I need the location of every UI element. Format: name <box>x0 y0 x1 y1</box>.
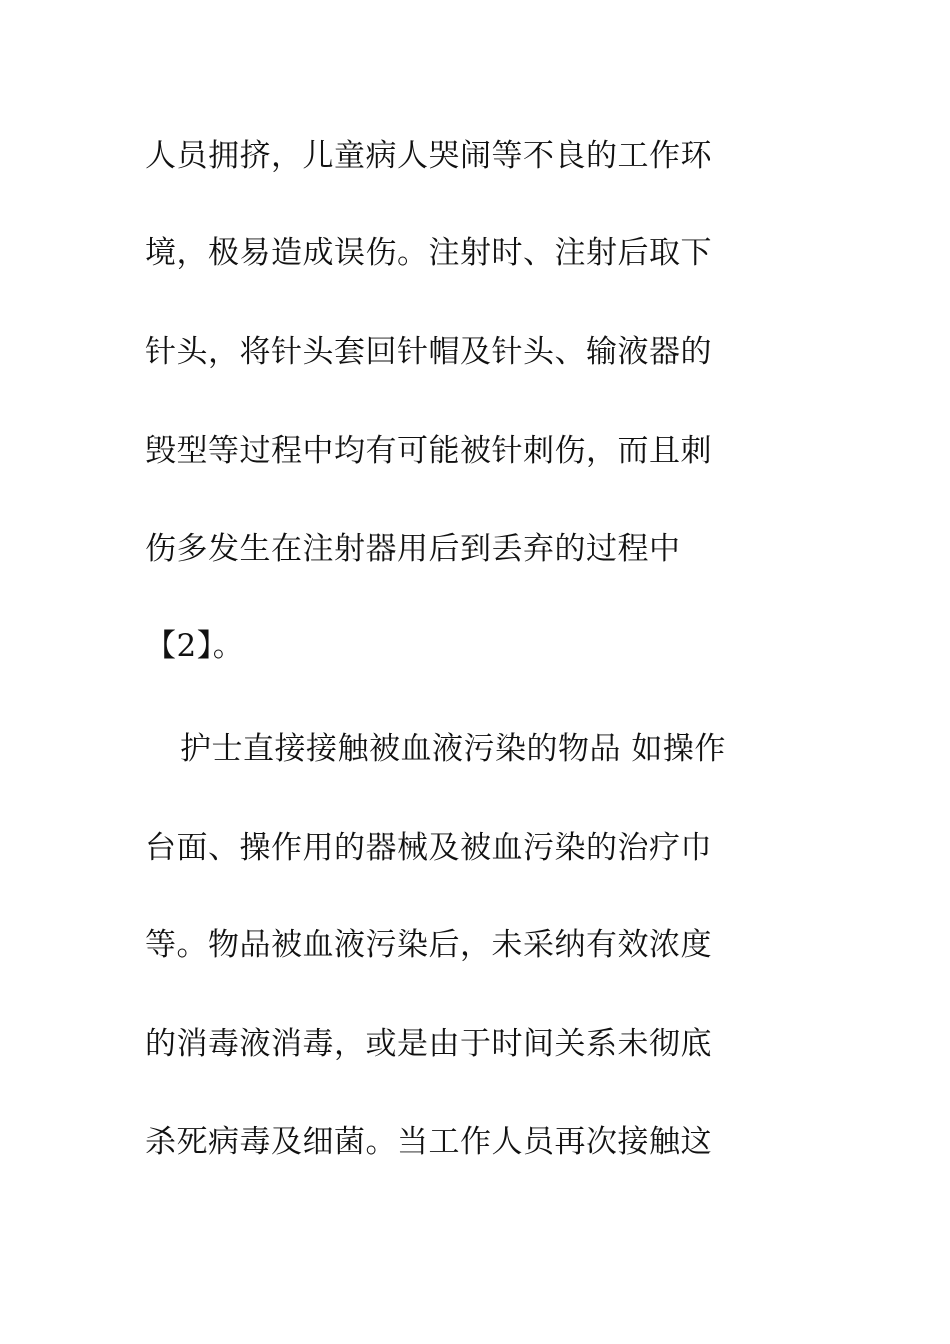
text-line: 毁型等过程中均有可能被针刺伤，而且刺 <box>145 433 712 469</box>
text-line: 境，极易造成误伤。注射时、注射后取下 <box>145 235 712 271</box>
text-line: 【2】。 <box>145 628 245 664</box>
text-line: 人员拥挤，儿童病人哭闹等不良的工作环 <box>145 138 712 174</box>
text-line: 的消毒液消毒，或是由于时间关系未彻底 <box>145 1026 712 1062</box>
text-line: 台面、操作用的器械及被血污染的治疗巾 <box>145 830 712 866</box>
text-line: 等。物品被血液污染后，未采纳有效浓度 <box>145 927 712 963</box>
text-line: 针头，将针头套回针帽及针头、输液器的 <box>145 334 712 370</box>
text-line: 伤多发生在注射器用后到丢弃的过程中 <box>145 531 681 567</box>
text-line: 杀死病毒及细菌。当工作人员再次接触这 <box>145 1124 712 1160</box>
text-line: 护士直接接触被血液污染的物品 如操作 <box>180 731 726 767</box>
